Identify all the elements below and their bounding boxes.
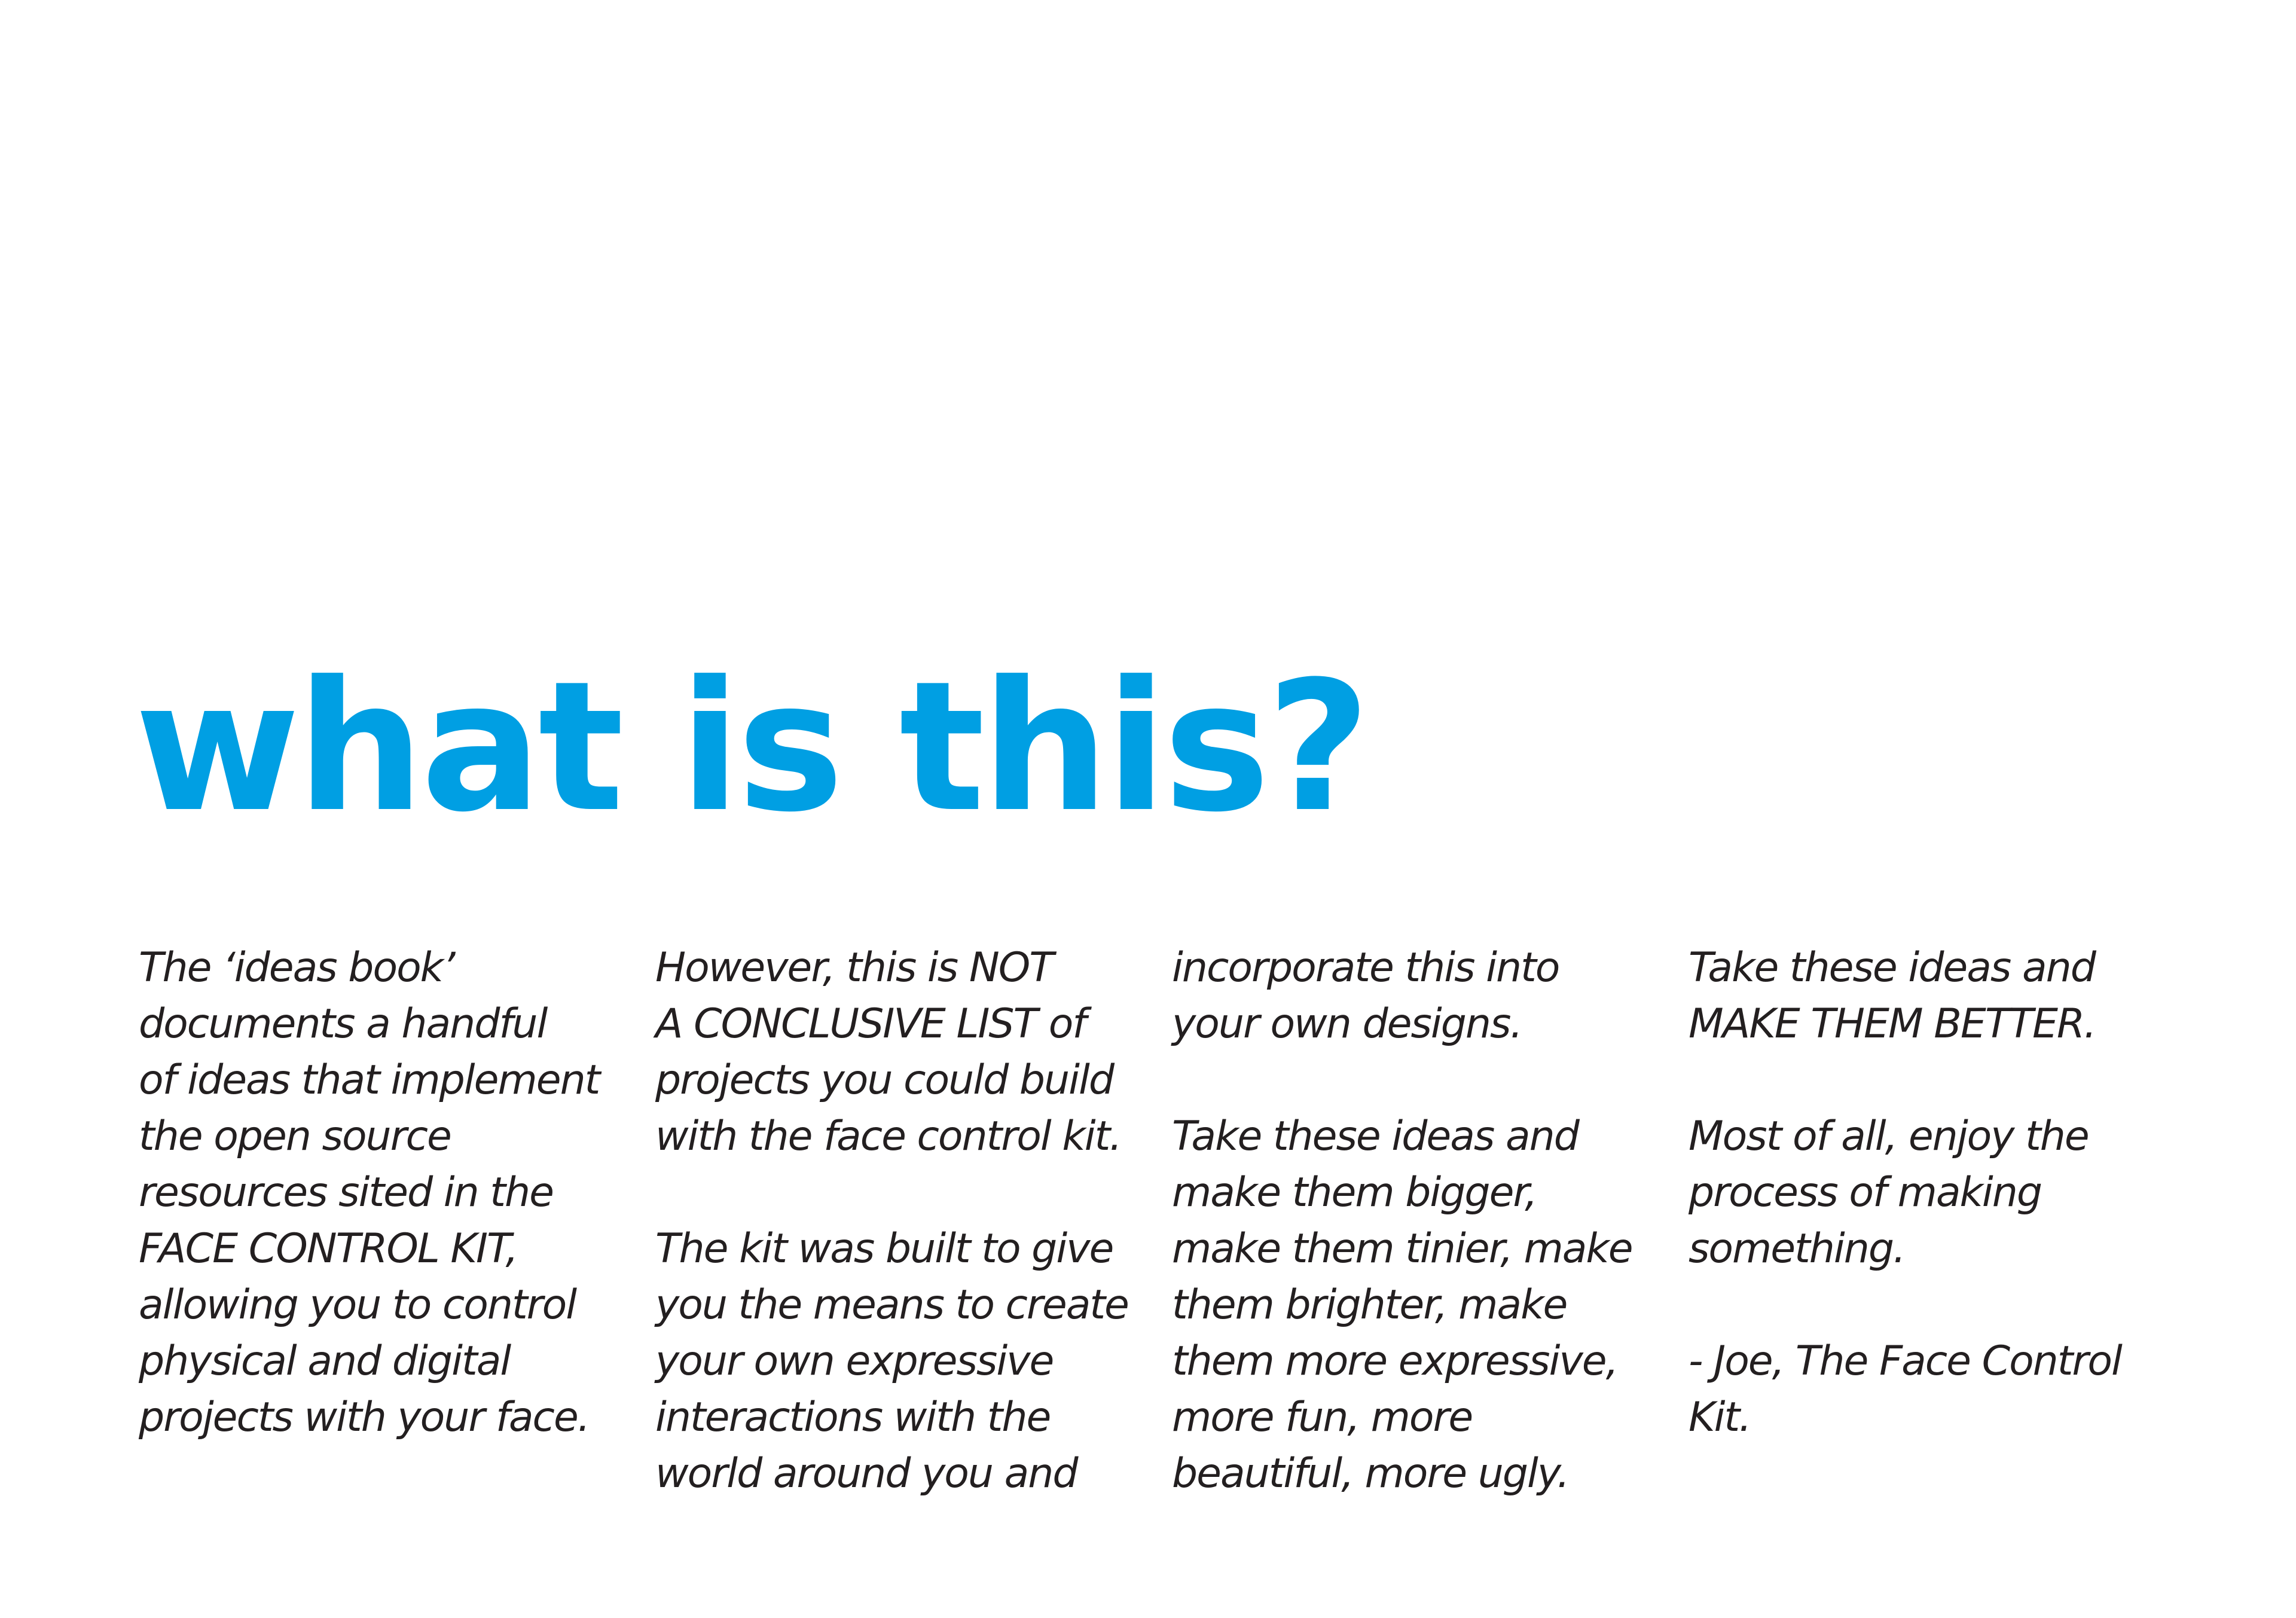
text-column-2 <box>655 940 1152 1502</box>
text-column-1 <box>139 940 635 1446</box>
paragraph: The ‘ideas book’ documents a handful of ideas that implement the open source resources sited in the FACE CONTROL KIT, allowing you to control physical and digital projects with your face. <box>139 944 600 1441</box>
paragraph: However, this is NOT A CONCLUSIVE LIST of projects you could build with the face control kit. <box>655 944 1121 1160</box>
paragraph: Take these ideas and MAKE THEM BETTER. <box>1689 944 2096 1048</box>
text-column-3 <box>1172 940 1668 1502</box>
page-title: what is this? <box>135 643 1367 851</box>
paragraph: incorporate this into your own designs. <box>1172 944 1559 1048</box>
signature: - Joe, The Face Control Kit. <box>1689 1338 2121 1441</box>
text-column-4 <box>1689 940 2185 1446</box>
paragraph: The kit was built to give you the means to create your own expressive interactions with the world around you and <box>655 1225 1128 1497</box>
paragraph: Most of all, enjoy the process of making something. <box>1689 1113 2089 1272</box>
paragraph: Take these ideas and make them bigger, make them tinier, make them brighter, make them more expressive, more fun, more beautiful, more ugly. <box>1172 1113 1632 1497</box>
